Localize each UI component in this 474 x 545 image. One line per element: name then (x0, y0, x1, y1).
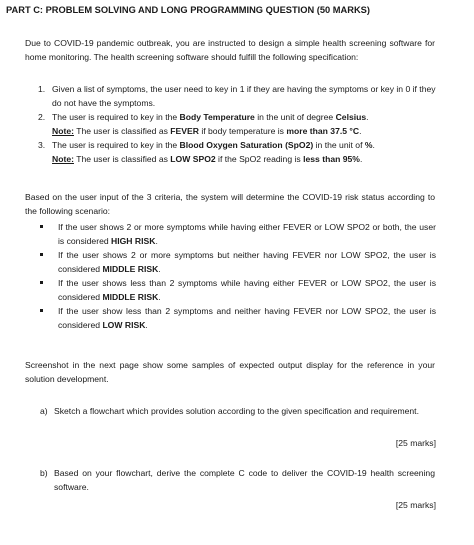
spec-number: 2. (38, 112, 46, 122)
scenario-item: If the user shows less than 2 symptoms while having either FEVER or LOW SPO2, the user is considered MIDDLE RISK. (38, 276, 436, 304)
spec-item-2 (38, 110, 438, 138)
spec-text: The user is required to key in the Blood Oxygen Saturation (SpO2) in the unit of %. (52, 140, 375, 150)
question-b (40, 466, 435, 494)
bullet-icon (40, 281, 43, 284)
scenario-list (38, 220, 436, 332)
question-a (40, 404, 435, 418)
screenshot-note: Screenshot in the next page show some samples of expected output display for the reference in your solution development. (25, 360, 435, 384)
spec-number: 1. (38, 84, 46, 94)
spec-text: The user is required to key in the Body Temperature in the unit of degree Celsius. (52, 112, 369, 122)
spec-number: 3. (38, 140, 46, 150)
scenario-item: If the user show less than 2 symptoms and neither having FEVER nor LOW SPO2, the user is considered LOW RISK. (38, 304, 436, 332)
question-letter: a) (40, 406, 48, 416)
section-heading: PART C: PROBLEM SOLVING AND LONG PROGRAMMING QUESTION (50 MARKS) (6, 5, 370, 15)
question-text: Sketch a flowchart which provides solution according to the given specification and requirement. (54, 406, 419, 416)
scenario-intro: Based on the user input of the 3 criteria, the system will determine the COVID-19 risk status according to the following scenario: (25, 192, 435, 216)
bullet-icon (40, 309, 43, 312)
spec-note: Note: The user is classified as LOW SPO2 if the SpO2 reading is less than 95%. (52, 154, 363, 164)
spec-item-1 (38, 82, 438, 110)
spec-item-3 (38, 138, 438, 166)
scenario-item: If the user shows 2 or more symptoms but neither having FEVER nor LOW SPO2, the user is considered MIDDLE RISK. (38, 248, 436, 276)
scenario-item: If the user shows 2 or more symptoms while having either FEVER or LOW SPO2 or both, the user is considered HIGH RISK. (38, 220, 436, 248)
question-letter: b) (40, 468, 48, 478)
spec-text: Given a list of symptoms, the user need to key in 1 if they are having the symptoms or key in 0 if they do not have the symptoms. (52, 84, 436, 108)
spec-note: Note: The user is classified as FEVER if body temperature is more than 37.5 °C. (52, 126, 362, 136)
question-text: Based on your flowchart, derive the complete C code to deliver the COVID-19 health screening software. (54, 468, 435, 492)
intro-paragraph: Due to COVID-19 pandemic outbreak, you are instructed to design a simple health screening software for home monitoring. The health screening software should fulfill the following specification: (25, 38, 435, 62)
question-a-marks: [25 marks] (395, 438, 436, 448)
question-b-marks: [25 marks] (395, 500, 436, 510)
bullet-icon (40, 253, 43, 256)
specification-list (38, 82, 438, 166)
bullet-icon (40, 225, 43, 228)
